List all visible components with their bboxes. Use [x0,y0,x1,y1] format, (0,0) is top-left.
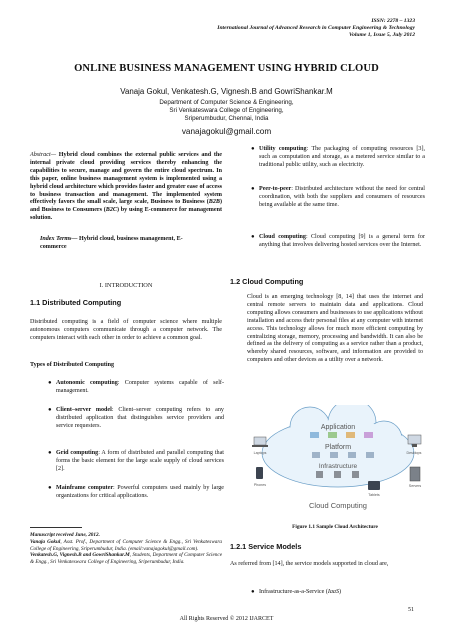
bullet-icon: ● [48,407,52,413]
platform-icon [348,452,356,458]
bullet-text: : The packaging of computing resources [3], such as computation and storage, as a metered service similar to a traditional public utility, such as electricity. [259,146,425,168]
section-heading-distributed: 1.1 Distributed Computing [30,298,122,307]
abstract [30,152,222,223]
laptop-icon [252,437,268,447]
footnote-received: Manuscript received June, 2012. [30,532,100,538]
footnote-author2-name: Venkatesh.G, Vignesh.B and GowriShankar.M [30,552,130,559]
index-terms [40,236,190,252]
bullet-term: Autonomic computing [56,380,118,386]
bullet-icon: ● [251,186,255,192]
bullet-grid [48,450,224,474]
bullet-text: : Distributed architecture without the need for central coordination, with both the suppliers and consumers of resources being available at the same time. [259,186,425,208]
affiliation-line: Sri Venkateswara College of Engineering, [169,107,284,114]
bullet-p2p [251,186,425,210]
phone-icon [256,467,263,479]
distributed-paragraph: Distributed computing is a field of computer science where multiple autonomous computers communicate through a computer network. The computers interact with each other in order to achieve a common goal. [30,319,222,341]
paper-title: ONLINE BUSINESS MANAGEMENT USING HYBRID CLOUD [74,63,379,74]
app-icon [310,432,319,438]
bullet-icon: ● [251,234,255,240]
platform-icon [312,452,320,458]
device-label: Tablets [368,493,380,497]
bullet-end: ) [339,589,342,595]
bullet-client-server [48,407,224,431]
platform-icon [366,452,374,458]
figure-label-application: Application [320,424,356,431]
bullet-text: : Client–server computing refers to any distributed application that distinguishes service providers and service requesters. [56,407,224,429]
bullet-term: Grid computing [56,450,99,456]
index-terms-text: Hybrid cloud, business management, E-commerce [40,236,183,250]
bullet-icon: ● [48,485,52,491]
bullet-text: : Computer systems capable of self-management. [56,380,224,394]
journal-volume: Volume 1, Issue 5, July 2012 [348,32,415,38]
app-icon [364,432,373,438]
bullet-cloud [251,234,425,250]
footnote-author2 [30,552,222,566]
bullet-term: Peer-to-peer [259,186,292,192]
section-heading-service-models: 1.2.1 Service Models [230,542,302,551]
section-heading-introduction: I. INTRODUCTION [99,282,153,289]
bullet-utility [251,146,425,170]
affiliation-line: Sriperumbudur, Chennai, India [184,115,269,122]
server-icon [334,471,341,478]
tablet-icon [368,481,380,490]
device-label: Laptops [253,451,267,455]
bullet-mainframe [48,485,224,501]
server-icon [352,471,359,478]
types-heading: Types of Distributed Computing [30,362,115,368]
copyright: All Rights Reserved © 2012 IJARCET [179,616,274,622]
journal-name: International Journal of Advanced Research in Computer Engineering & Technology [217,25,415,31]
bullet-icon: ● [48,380,52,386]
footnote-author1-text: , Asst. Prof., Department of Computer Science & Engg., Sri Venkateswara College of Engineering, Sriperumbudur, India. (email:vanajagokul@gmail.com). [30,538,222,552]
page-number: 51 [408,607,414,613]
footnote [30,532,222,566]
server-icon [316,471,323,478]
figure-footer-label: Cloud Computing [309,501,367,510]
index-terms-label: Index Terms— [40,236,78,242]
abstract-end: ) by using E-commerce for management solution. [30,207,222,222]
bullet-icon: ● [251,146,255,152]
footnote-author1 [30,539,222,553]
footnote-divider [30,527,82,528]
bullet-term: Utility computing [259,146,307,152]
section-heading-cloud: 1.2 Cloud Computing [230,277,304,286]
service-models-paragraph: As referred from [14], the service models supported in cloud are, [230,561,389,567]
bullet-text: Infrastructure-as-a-Service ( [259,589,328,595]
bullet-text: : Cloud computing [9] is a general term for anything that involves delivering hosted services over the Internet. [259,234,425,248]
cloud-architecture-figure [250,405,426,513]
bullet-icon: ● [48,450,52,456]
device-label: Servers [408,484,422,488]
app-icon [328,432,337,438]
abstract-mid: ) and Business to Consumers ( [30,199,222,214]
footnote-author2-text: , Students, Department of Computer Science & Engg., Sri Venkateswara College of Engineering, Sriperumbudur, India. [30,552,222,566]
paper-authors: Vanaja Gokul, Venkatesh.G, Vignesh.B and GowriShankar.M [120,87,333,96]
bullet-abbr: IaaS [327,589,340,595]
app-icon [346,432,355,438]
device-label: Desktops [406,451,422,455]
abstract-b2c: B2C [105,207,117,214]
affiliation-line: Department of Computer Science & Engineering, [159,99,294,106]
abstract-text: Hybrid cloud combines the external public services and the internal private cloud providing services thereby enhancing the capabilities to secure, manage and govern the entire cloud spectrum. In this paper, online business management system is implemented using a hybrid cloud architecture which provides faster and greater ease of access to business transaction and management. The implemented system effectively favors the small scale, large scale, Business to Business ( [30,152,222,206]
figure-caption: Figure 1.1 Sample Cloud Architecture [292,524,378,530]
bullet-text: : A form of distributed and parallel computing that forms the basic element for the large scale supply of cloud services [2]. [56,450,224,472]
cloud-paragraph: Cloud is an emerging technology [8, 14] that uses the internet and central remote servers to maintain data and applications. Cloud computing allows consumers and businesses to use applications without installation and access their personal files at any computer with internet access. This technology allows for much more efficient computing by centralizing storage, memory, processing and bandwidth. It can also be defined as the delivery of computing as a service rather than a product, whereby shared resources, software, and information are provided to computers and other devices as a utility over a network. [247,294,423,364]
bullet-term: Client–server model [56,407,112,413]
abstract-b2b: B2B [208,199,220,206]
abstract-label: Abstract— [30,152,57,158]
bullet-term: Cloud computing [259,234,306,240]
server-rack-icon [410,467,420,481]
bullet-iaas [251,589,425,597]
journal-issn: ISSN: 2278 – 1323 [371,18,415,24]
footnote-author1-name: Vanaja Gokul [30,538,61,545]
figure-label-infrastructure: Infrastructure [318,463,358,470]
bullet-autonomic [48,380,224,396]
bullet-term: Mainframe computer [56,485,114,491]
device-label: Phones [253,483,267,487]
platform-icon [330,452,338,458]
figure-label-platform: Platform [324,444,352,451]
author-email[interactable]: vanajagokul@gmail.com [181,127,272,136]
bullet-text: : Powerful computers used mainly by large organizations for critical applications. [56,485,224,499]
bullet-icon: ● [251,589,255,595]
